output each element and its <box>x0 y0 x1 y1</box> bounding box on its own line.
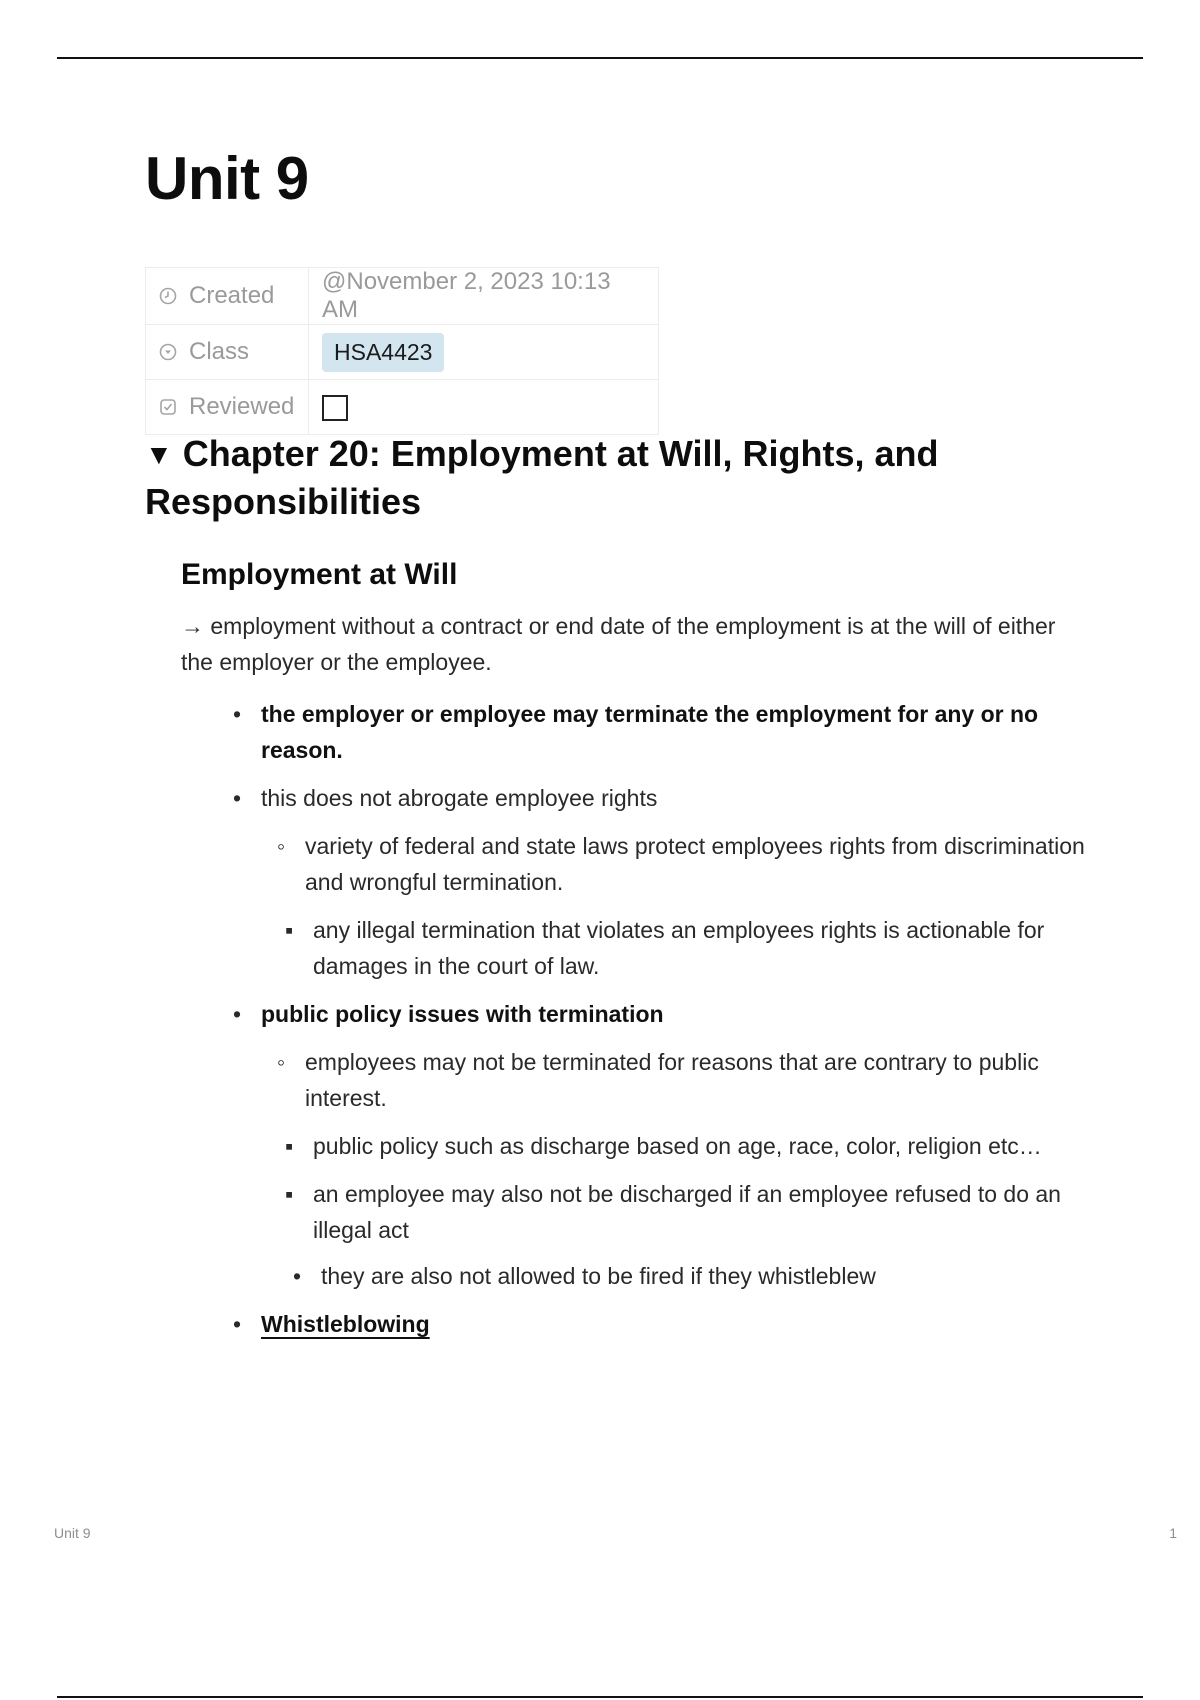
list-item <box>269 912 1086 984</box>
property-key-label: Created <box>189 282 275 309</box>
page-title: Unit 9 <box>145 145 309 212</box>
chapter-heading-text: Chapter 20: Employment at Will, Rights, and Responsibilities <box>145 433 939 522</box>
list-item <box>181 780 1086 984</box>
list-item <box>181 696 1086 768</box>
list-item-text: variety of federal and state laws protect employees rights from discrimination and wrongful termination. <box>305 833 1085 895</box>
bullet-square-icon: ▪ <box>285 1133 294 1159</box>
nested-list <box>277 1258 1086 1294</box>
property-row-reviewed <box>146 380 659 435</box>
list-item <box>181 996 1086 1294</box>
nested-list <box>261 828 1086 984</box>
checkbox-icon <box>159 398 177 416</box>
bullet-dot-icon: • <box>293 1263 302 1289</box>
bullet-square-icon: ▪ <box>285 917 294 943</box>
list-item-text: an employee may also not be discharged if an employee refused to do an illegal act <box>313 1181 1061 1243</box>
property-key-label: Class <box>189 338 250 365</box>
property-row-class <box>146 325 659 380</box>
toggle-arrow-icon[interactable]: ▼ <box>145 439 173 470</box>
select-icon <box>159 343 177 361</box>
footer-page-number: 1 <box>1169 1525 1177 1541</box>
property-row-created <box>146 268 659 325</box>
bullet-circle-icon: ◦ <box>277 833 286 859</box>
bullet-dot-icon: • <box>233 785 242 811</box>
created-value: @November 2, 2023 10:13 AM <box>309 268 659 325</box>
list-item <box>269 1128 1086 1164</box>
property-key-label: Reviewed <box>189 393 295 420</box>
list-item-text: any illegal termination that violates an employees rights is actionable for damages in the court of law. <box>313 917 1045 979</box>
bullet-dot-icon: • <box>233 1001 242 1027</box>
list-item-text: this does not abrogate employee rights <box>261 785 658 811</box>
bullet-square-icon: ▪ <box>285 1181 294 1207</box>
footer-page-title: Unit 9 <box>54 1525 91 1541</box>
top-rule <box>57 57 1143 59</box>
bullet-dot-icon: • <box>233 1311 242 1337</box>
property-key-created <box>146 268 309 325</box>
section-intro: → employment without a contract or end date of the employment is at the will of either the employer or the employee. <box>181 613 1056 675</box>
bullet-list <box>181 696 1086 1342</box>
class-value-cell[interactable] <box>309 325 659 380</box>
bullet-circle-icon: ◦ <box>277 1049 286 1075</box>
chapter-content <box>181 555 1086 1342</box>
chapter-toggle-heading[interactable] <box>145 430 1025 525</box>
clock-icon <box>159 287 177 305</box>
list-item-text: the employer or employee may terminate the employment for any or no reason. <box>261 701 1039 763</box>
properties-table <box>145 267 659 435</box>
property-key-reviewed <box>146 380 309 435</box>
list-item <box>261 828 1086 984</box>
nested-list <box>269 1128 1086 1294</box>
list-item-text: employees may not be terminated for reasons that are contrary to public interest. <box>305 1049 1039 1111</box>
class-tag[interactable]: HSA4423 <box>322 333 444 372</box>
list-item <box>261 1044 1086 1294</box>
whistleblowing-link[interactable]: Whistleblowing <box>261 1311 430 1337</box>
list-item-text: they are also not allowed to be fired if they whistleblew <box>321 1263 876 1289</box>
list-item <box>277 1258 1086 1294</box>
list-item-text: public policy such as discharge based on age, race, color, religion etc… <box>313 1133 1042 1159</box>
nested-list <box>269 912 1086 984</box>
bullet-dot-icon: • <box>233 701 242 727</box>
bottom-rule <box>57 1696 1143 1698</box>
list-item <box>269 1176 1086 1294</box>
reviewed-value-cell <box>309 380 659 435</box>
property-key-class <box>146 325 309 380</box>
reviewed-checkbox[interactable] <box>322 395 348 421</box>
list-item <box>181 1306 1086 1342</box>
list-item-text: public policy issues with termination <box>261 1001 664 1027</box>
nested-list <box>261 1044 1086 1294</box>
section-heading: Employment at Will <box>181 558 458 591</box>
